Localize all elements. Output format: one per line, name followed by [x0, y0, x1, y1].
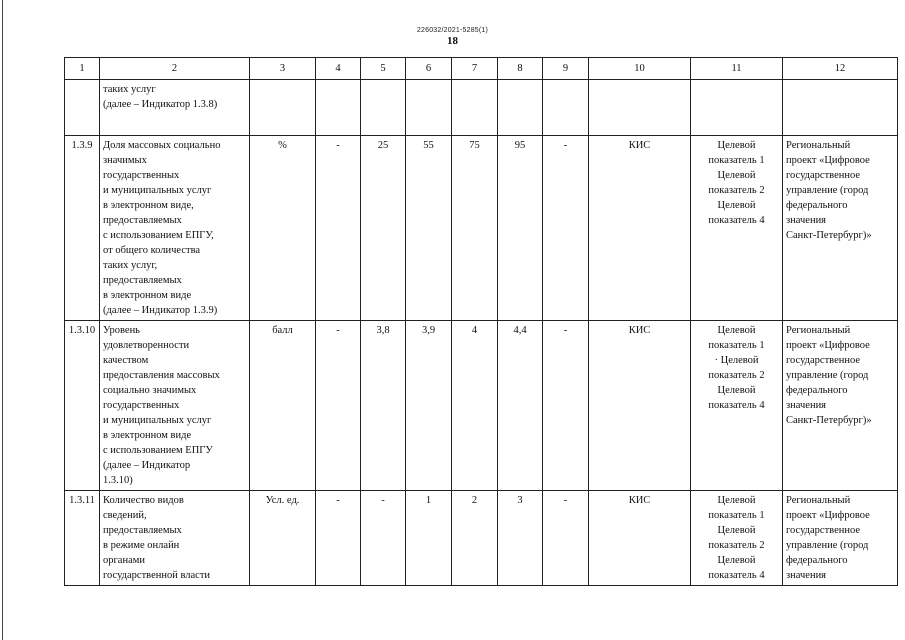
cell-target-indicators: Целевой показатель 1 · Целевой показатель 2 Целевой показатель 4	[691, 321, 783, 491]
column-header: 11	[691, 58, 783, 80]
cell-project: Региональный проект «Цифровое государственное управление (город федерального значения Санкт-Петербург)»	[783, 321, 898, 491]
cell-value: 2	[452, 491, 498, 586]
cell-unit: %	[250, 136, 316, 321]
cell-project: Региональный проект «Цифровое государственное управление (город федерального значения Санкт-Петербург)»	[783, 136, 898, 321]
column-header: 5	[361, 58, 406, 80]
cell-project	[783, 80, 898, 136]
cell-value: -	[316, 491, 361, 586]
table-row	[65, 321, 898, 491]
cell-value: -	[543, 491, 589, 586]
column-header: 9	[543, 58, 589, 80]
cell-value: -	[316, 321, 361, 491]
cell-value: 95	[498, 136, 543, 321]
cell-number: 1.3.10	[65, 321, 100, 491]
cell-project: Региональный проект «Цифровое государственное управление (город федерального значения	[783, 491, 898, 586]
page-left-edge-line	[2, 0, 3, 640]
cell-indicator-name: Уровень удовлетворенности качеством предоставления массовых социально значимых государственных и муниципальных услуг в электронном виде с использованием ЕПГУ (далее – Индикатор 1.3.10)	[100, 321, 250, 491]
cell-value: 25	[361, 136, 406, 321]
document-id: 226032/2021-5285(1)	[416, 27, 489, 34]
cell-value	[452, 80, 498, 136]
cell-source: КИС	[589, 491, 691, 586]
cell-target-indicators: Целевой показатель 1 Целевой показатель 2 Целевой показатель 4	[691, 136, 783, 321]
cell-number: 1.3.9	[65, 136, 100, 321]
cell-value: -	[361, 491, 406, 586]
cell-value: -	[316, 136, 361, 321]
cell-value: 55	[406, 136, 452, 321]
cell-source	[589, 80, 691, 136]
cell-value	[361, 80, 406, 136]
cell-target-indicators: Целевой показатель 1 Целевой показатель 2 Целевой показатель 4	[691, 491, 783, 586]
column-header: 3	[250, 58, 316, 80]
cell-value: 3,9	[406, 321, 452, 491]
cell-value: 1	[406, 491, 452, 586]
cell-value	[406, 80, 452, 136]
cell-unit	[250, 80, 316, 136]
column-header: 6	[406, 58, 452, 80]
page-number: 18	[447, 35, 458, 47]
cell-value: -	[543, 136, 589, 321]
column-header: 2	[100, 58, 250, 80]
cell-unit: балл	[250, 321, 316, 491]
cell-value	[316, 80, 361, 136]
cell-value	[543, 80, 589, 136]
cell-source: КИС	[589, 321, 691, 491]
table-header-row	[65, 58, 898, 80]
cell-value: -	[543, 321, 589, 491]
cell-value	[498, 80, 543, 136]
cell-value: 4,4	[498, 321, 543, 491]
cell-value: 3	[498, 491, 543, 586]
table-row	[65, 136, 898, 321]
cell-value: 4	[452, 321, 498, 491]
indicators-table	[64, 57, 898, 586]
cell-number: 1.3.11	[65, 491, 100, 586]
cell-value: 3,8	[361, 321, 406, 491]
cell-source: КИС	[589, 136, 691, 321]
column-header: 10	[589, 58, 691, 80]
cell-number	[65, 80, 100, 136]
column-header: 7	[452, 58, 498, 80]
column-header: 8	[498, 58, 543, 80]
cell-indicator-name: Доля массовых социально значимых государственных и муниципальных услуг в электронном виде, предоставляемых с использованием ЕПГУ, от общего количества таких услуг, предоставляемых в электронном виде (далее – Индикатор 1.3.9)	[100, 136, 250, 321]
cell-indicator-name: Количество видов сведений, предоставляемых в режиме онлайн органами государственной власти	[100, 491, 250, 586]
cell-value: 75	[452, 136, 498, 321]
table-row	[65, 80, 898, 136]
column-header: 4	[316, 58, 361, 80]
column-header: 1	[65, 58, 100, 80]
cell-unit: Усл. ед.	[250, 491, 316, 586]
cell-target-indicators	[691, 80, 783, 136]
table-row	[65, 491, 898, 586]
cell-indicator-name: таких услуг (далее – Индикатор 1.3.8)	[100, 80, 250, 136]
column-header: 12	[783, 58, 898, 80]
